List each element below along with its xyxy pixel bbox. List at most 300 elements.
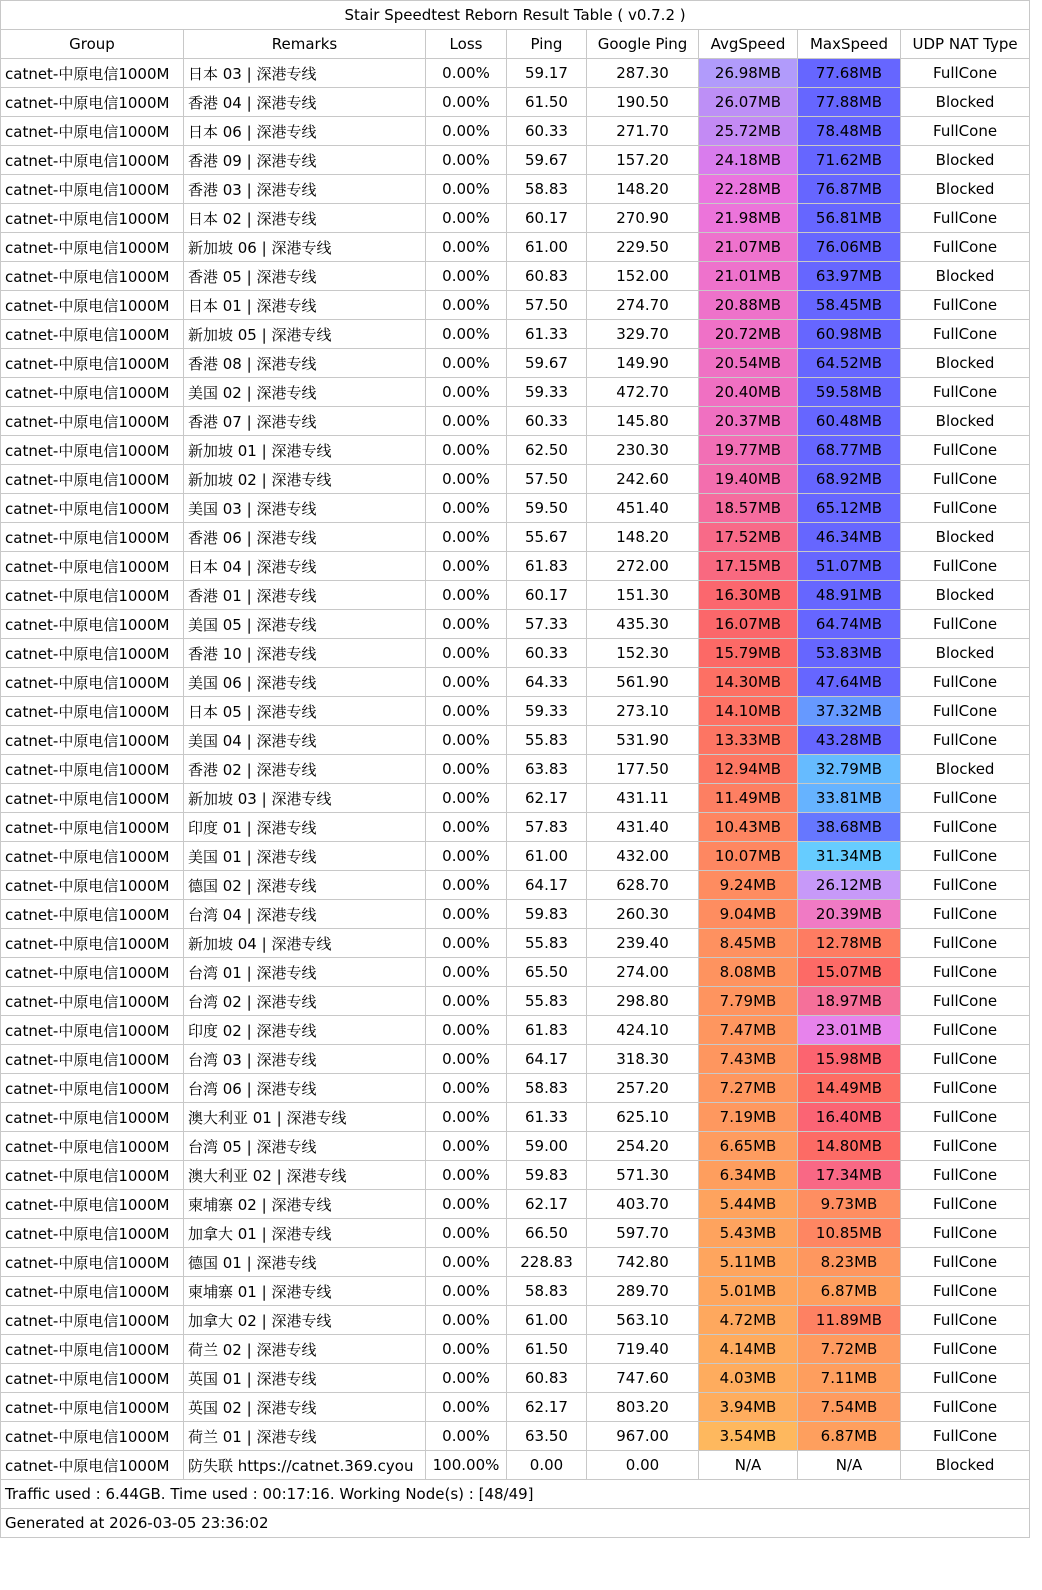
cell-max-speed: 65.12MB (798, 494, 901, 523)
table-row (1, 1074, 1030, 1103)
cell-group: catnet-中原电信1000M (1, 349, 184, 378)
cell-group: catnet-中原电信1000M (1, 436, 184, 465)
cell-ping: 64.17 (507, 871, 587, 900)
cell-udp-nat-type: FullCone (901, 668, 1030, 697)
cell-avg-speed: 7.43MB (699, 1045, 798, 1074)
cell-ping: 61.50 (507, 1335, 587, 1364)
table-row (1, 320, 1030, 349)
cell-group: catnet-中原电信1000M (1, 175, 184, 204)
cell-max-speed: 9.73MB (798, 1190, 901, 1219)
cell-udp-nat-type: FullCone (901, 291, 1030, 320)
cell-udp-nat-type: FullCone (901, 987, 1030, 1016)
cell-avg-speed: 25.72MB (699, 117, 798, 146)
cell-remarks: 香港 08 | 深港专线 (184, 349, 426, 378)
table-row (1, 958, 1030, 987)
cell-loss: 0.00% (426, 349, 507, 378)
cell-group: catnet-中原电信1000M (1, 1161, 184, 1190)
cell-udp-nat-type: FullCone (901, 958, 1030, 987)
cell-group: catnet-中原电信1000M (1, 697, 184, 726)
cell-google-ping: 432.00 (587, 842, 699, 871)
cell-loss: 0.00% (426, 1335, 507, 1364)
cell-avg-speed: 7.79MB (699, 987, 798, 1016)
cell-group: catnet-中原电信1000M (1, 59, 184, 88)
cell-google-ping: 403.70 (587, 1190, 699, 1219)
cell-google-ping: 260.30 (587, 900, 699, 929)
cell-loss: 0.00% (426, 1219, 507, 1248)
cell-remarks: 香港 03 | 深港专线 (184, 175, 426, 204)
cell-udp-nat-type: FullCone (901, 436, 1030, 465)
cell-ping: 55.83 (507, 726, 587, 755)
cell-google-ping: 272.00 (587, 552, 699, 581)
cell-ping: 55.67 (507, 523, 587, 552)
cell-udp-nat-type: FullCone (901, 1074, 1030, 1103)
cell-ping: 59.83 (507, 900, 587, 929)
cell-google-ping: 242.60 (587, 465, 699, 494)
cell-udp-nat-type: Blocked (901, 523, 1030, 552)
cell-udp-nat-type: FullCone (901, 1364, 1030, 1393)
table-row (1, 262, 1030, 291)
cell-loss: 0.00% (426, 1306, 507, 1335)
table-row (1, 581, 1030, 610)
generated-timestamp: Generated at 2026-03-05 23:36:02 (1, 1509, 1030, 1538)
cell-ping: 0.00 (507, 1451, 587, 1480)
cell-avg-speed: 19.40MB (699, 465, 798, 494)
cell-google-ping: 152.00 (587, 262, 699, 291)
cell-loss: 0.00% (426, 320, 507, 349)
cell-max-speed: 76.87MB (798, 175, 901, 204)
cell-avg-speed: 17.15MB (699, 552, 798, 581)
cell-group: catnet-中原电信1000M (1, 1335, 184, 1364)
cell-ping: 64.33 (507, 668, 587, 697)
cell-ping: 57.83 (507, 813, 587, 842)
cell-loss: 0.00% (426, 1074, 507, 1103)
cell-max-speed: 7.11MB (798, 1364, 901, 1393)
cell-max-speed: 15.07MB (798, 958, 901, 987)
cell-google-ping: 318.30 (587, 1045, 699, 1074)
table-row (1, 117, 1030, 146)
cell-google-ping: 287.30 (587, 59, 699, 88)
cell-max-speed: 33.81MB (798, 784, 901, 813)
cell-max-speed: 59.58MB (798, 378, 901, 407)
cell-group: catnet-中原电信1000M (1, 378, 184, 407)
cell-google-ping: 424.10 (587, 1016, 699, 1045)
cell-loss: 0.00% (426, 1103, 507, 1132)
cell-max-speed: 47.64MB (798, 668, 901, 697)
cell-avg-speed: 6.65MB (699, 1132, 798, 1161)
cell-avg-speed: 5.01MB (699, 1277, 798, 1306)
cell-loss: 0.00% (426, 262, 507, 291)
cell-ping: 61.33 (507, 1103, 587, 1132)
cell-avg-speed: 14.10MB (699, 697, 798, 726)
table-row (1, 755, 1030, 784)
cell-remarks: 台湾 05 | 深港专线 (184, 1132, 426, 1161)
cell-max-speed: 63.97MB (798, 262, 901, 291)
cell-group: catnet-中原电信1000M (1, 987, 184, 1016)
cell-max-speed: 14.49MB (798, 1074, 901, 1103)
cell-remarks: 日本 01 | 深港专线 (184, 291, 426, 320)
table-row (1, 871, 1030, 900)
cell-google-ping: 273.10 (587, 697, 699, 726)
table-row (1, 1277, 1030, 1306)
cell-remarks: 柬埔寨 01 | 深港专线 (184, 1277, 426, 1306)
table-row (1, 436, 1030, 465)
cell-google-ping: 145.80 (587, 407, 699, 436)
cell-ping: 63.50 (507, 1422, 587, 1451)
cell-remarks: 香港 09 | 深港专线 (184, 146, 426, 175)
cell-ping: 61.00 (507, 842, 587, 871)
cell-loss: 0.00% (426, 378, 507, 407)
cell-avg-speed: 7.47MB (699, 1016, 798, 1045)
table-row (1, 784, 1030, 813)
cell-remarks: 新加坡 01 | 深港专线 (184, 436, 426, 465)
cell-group: catnet-中原电信1000M (1, 233, 184, 262)
table-row (1, 1045, 1030, 1074)
cell-group: catnet-中原电信1000M (1, 88, 184, 117)
cell-google-ping: 239.40 (587, 929, 699, 958)
cell-google-ping: 472.70 (587, 378, 699, 407)
traffic-summary: Traffic used : 6.44GB. Time used : 00:17:16. Working Node(s) : [48/49] (1, 1480, 1030, 1509)
cell-google-ping: 531.90 (587, 726, 699, 755)
cell-udp-nat-type: FullCone (901, 1335, 1030, 1364)
cell-remarks: 印度 01 | 深港专线 (184, 813, 426, 842)
cell-group: catnet-中原电信1000M (1, 871, 184, 900)
table-row (1, 175, 1030, 204)
cell-max-speed: 48.91MB (798, 581, 901, 610)
cell-remarks: 美国 04 | 深港专线 (184, 726, 426, 755)
cell-avg-speed: 16.07MB (699, 610, 798, 639)
cell-udp-nat-type: FullCone (901, 900, 1030, 929)
table-row (1, 726, 1030, 755)
cell-remarks: 柬埔寨 02 | 深港专线 (184, 1190, 426, 1219)
cell-udp-nat-type: FullCone (901, 204, 1030, 233)
cell-remarks: 香港 06 | 深港专线 (184, 523, 426, 552)
table-row (1, 697, 1030, 726)
cell-remarks: 新加坡 06 | 深港专线 (184, 233, 426, 262)
cell-remarks: 日本 03 | 深港专线 (184, 59, 426, 88)
cell-remarks: 加拿大 01 | 深港专线 (184, 1219, 426, 1248)
cell-google-ping: 0.00 (587, 1451, 699, 1480)
cell-group: catnet-中原电信1000M (1, 291, 184, 320)
cell-remarks: 台湾 06 | 深港专线 (184, 1074, 426, 1103)
cell-google-ping: 151.30 (587, 581, 699, 610)
cell-avg-speed: 8.08MB (699, 958, 798, 987)
cell-udp-nat-type: FullCone (901, 842, 1030, 871)
cell-google-ping: 435.30 (587, 610, 699, 639)
cell-remarks: 台湾 02 | 深港专线 (184, 987, 426, 1016)
table-row (1, 929, 1030, 958)
cell-group: catnet-中原电信1000M (1, 755, 184, 784)
table-row (1, 1364, 1030, 1393)
cell-loss: 0.00% (426, 204, 507, 233)
cell-ping: 60.33 (507, 639, 587, 668)
cell-ping: 57.50 (507, 291, 587, 320)
cell-remarks: 澳大利亚 01 | 深港专线 (184, 1103, 426, 1132)
cell-avg-speed: 21.98MB (699, 204, 798, 233)
cell-avg-speed: 4.03MB (699, 1364, 798, 1393)
cell-max-speed: 78.48MB (798, 117, 901, 146)
header-remarks: Remarks (184, 30, 426, 59)
cell-remarks: 香港 01 | 深港专线 (184, 581, 426, 610)
cell-udp-nat-type: FullCone (901, 378, 1030, 407)
cell-udp-nat-type: FullCone (901, 610, 1030, 639)
cell-loss: 0.00% (426, 1248, 507, 1277)
cell-udp-nat-type: FullCone (901, 494, 1030, 523)
cell-google-ping: 431.40 (587, 813, 699, 842)
cell-remarks: 台湾 03 | 深港专线 (184, 1045, 426, 1074)
cell-ping: 62.50 (507, 436, 587, 465)
cell-ping: 59.17 (507, 59, 587, 88)
cell-google-ping: 230.30 (587, 436, 699, 465)
cell-avg-speed: 16.30MB (699, 581, 798, 610)
table-row (1, 378, 1030, 407)
cell-loss: 0.00% (426, 668, 507, 697)
cell-loss: 0.00% (426, 755, 507, 784)
cell-ping: 59.33 (507, 697, 587, 726)
cell-loss: 0.00% (426, 900, 507, 929)
cell-max-speed: 60.98MB (798, 320, 901, 349)
cell-group: catnet-中原电信1000M (1, 320, 184, 349)
cell-udp-nat-type: FullCone (901, 1103, 1030, 1132)
table-row (1, 987, 1030, 1016)
cell-avg-speed: 20.40MB (699, 378, 798, 407)
table-row (1, 1451, 1030, 1480)
cell-remarks: 新加坡 05 | 深港专线 (184, 320, 426, 349)
cell-ping: 59.67 (507, 146, 587, 175)
cell-loss: 0.00% (426, 639, 507, 668)
cell-group: catnet-中原电信1000M (1, 639, 184, 668)
cell-ping: 66.50 (507, 1219, 587, 1248)
cell-ping: 58.83 (507, 1277, 587, 1306)
cell-udp-nat-type: FullCone (901, 1190, 1030, 1219)
cell-max-speed: 68.77MB (798, 436, 901, 465)
cell-avg-speed: 6.34MB (699, 1161, 798, 1190)
cell-avg-speed: 3.94MB (699, 1393, 798, 1422)
cell-group: catnet-中原电信1000M (1, 1393, 184, 1422)
cell-ping: 59.00 (507, 1132, 587, 1161)
cell-udp-nat-type: Blocked (901, 175, 1030, 204)
table-row (1, 291, 1030, 320)
cell-max-speed: 6.87MB (798, 1277, 901, 1306)
table-row (1, 1016, 1030, 1045)
cell-google-ping: 274.00 (587, 958, 699, 987)
cell-google-ping: 229.50 (587, 233, 699, 262)
table-row (1, 1132, 1030, 1161)
cell-max-speed: 76.06MB (798, 233, 901, 262)
cell-loss: 0.00% (426, 117, 507, 146)
cell-group: catnet-中原电信1000M (1, 1190, 184, 1219)
table-row (1, 813, 1030, 842)
cell-group: catnet-中原电信1000M (1, 842, 184, 871)
cell-avg-speed: N/A (699, 1451, 798, 1480)
cell-avg-speed: 5.44MB (699, 1190, 798, 1219)
table-row (1, 465, 1030, 494)
cell-ping: 60.83 (507, 262, 587, 291)
cell-udp-nat-type: FullCone (901, 1219, 1030, 1248)
cell-max-speed: N/A (798, 1451, 901, 1480)
cell-remarks: 日本 02 | 深港专线 (184, 204, 426, 233)
table-row (1, 204, 1030, 233)
cell-loss: 0.00% (426, 465, 507, 494)
cell-google-ping: 274.70 (587, 291, 699, 320)
cell-google-ping: 257.20 (587, 1074, 699, 1103)
cell-udp-nat-type: FullCone (901, 1161, 1030, 1190)
table-row (1, 1161, 1030, 1190)
cell-loss: 0.00% (426, 871, 507, 900)
cell-google-ping: 254.20 (587, 1132, 699, 1161)
cell-udp-nat-type: FullCone (901, 1306, 1030, 1335)
cell-remarks: 荷兰 02 | 深港专线 (184, 1335, 426, 1364)
cell-remarks: 美国 02 | 深港专线 (184, 378, 426, 407)
cell-avg-speed: 21.01MB (699, 262, 798, 291)
cell-avg-speed: 26.98MB (699, 59, 798, 88)
cell-avg-speed: 7.27MB (699, 1074, 798, 1103)
cell-udp-nat-type: FullCone (901, 1016, 1030, 1045)
cell-google-ping: 149.90 (587, 349, 699, 378)
cell-max-speed: 12.78MB (798, 929, 901, 958)
cell-remarks: 美国 05 | 深港专线 (184, 610, 426, 639)
cell-loss: 0.00% (426, 929, 507, 958)
cell-avg-speed: 4.14MB (699, 1335, 798, 1364)
cell-google-ping: 431.11 (587, 784, 699, 813)
cell-loss: 0.00% (426, 88, 507, 117)
cell-group: catnet-中原电信1000M (1, 610, 184, 639)
cell-udp-nat-type: FullCone (901, 59, 1030, 88)
cell-loss: 0.00% (426, 610, 507, 639)
cell-udp-nat-type: Blocked (901, 146, 1030, 175)
cell-loss: 0.00% (426, 958, 507, 987)
cell-remarks: 日本 05 | 深港专线 (184, 697, 426, 726)
cell-max-speed: 20.39MB (798, 900, 901, 929)
cell-remarks: 印度 02 | 深港专线 (184, 1016, 426, 1045)
cell-group: catnet-中原电信1000M (1, 146, 184, 175)
cell-group: catnet-中原电信1000M (1, 1132, 184, 1161)
cell-udp-nat-type: FullCone (901, 465, 1030, 494)
cell-google-ping: 271.70 (587, 117, 699, 146)
cell-google-ping: 571.30 (587, 1161, 699, 1190)
cell-loss: 0.00% (426, 581, 507, 610)
cell-max-speed: 6.87MB (798, 1422, 901, 1451)
cell-ping: 59.83 (507, 1161, 587, 1190)
cell-remarks: 澳大利亚 02 | 深港专线 (184, 1161, 426, 1190)
header-row (1, 30, 1030, 59)
cell-max-speed: 68.92MB (798, 465, 901, 494)
cell-ping: 57.33 (507, 610, 587, 639)
cell-loss: 0.00% (426, 1016, 507, 1045)
cell-udp-nat-type: FullCone (901, 1422, 1030, 1451)
table-row (1, 842, 1030, 871)
cell-group: catnet-中原电信1000M (1, 1248, 184, 1277)
cell-loss: 0.00% (426, 175, 507, 204)
cell-avg-speed: 21.07MB (699, 233, 798, 262)
cell-ping: 61.50 (507, 88, 587, 117)
cell-max-speed: 71.62MB (798, 146, 901, 175)
cell-max-speed: 18.97MB (798, 987, 901, 1016)
cell-avg-speed: 10.43MB (699, 813, 798, 842)
table-row (1, 1335, 1030, 1364)
cell-group: catnet-中原电信1000M (1, 581, 184, 610)
cell-avg-speed: 17.52MB (699, 523, 798, 552)
cell-udp-nat-type: Blocked (901, 581, 1030, 610)
cell-ping: 60.83 (507, 1364, 587, 1393)
cell-google-ping: 270.90 (587, 204, 699, 233)
cell-loss: 0.00% (426, 552, 507, 581)
cell-udp-nat-type: FullCone (901, 117, 1030, 146)
cell-udp-nat-type: FullCone (901, 1277, 1030, 1306)
header-loss: Loss (426, 30, 507, 59)
header-google-ping: Google Ping (587, 30, 699, 59)
cell-ping: 60.33 (507, 117, 587, 146)
cell-avg-speed: 9.24MB (699, 871, 798, 900)
cell-max-speed: 10.85MB (798, 1219, 901, 1248)
cell-google-ping: 967.00 (587, 1422, 699, 1451)
cell-loss: 0.00% (426, 784, 507, 813)
cell-group: catnet-中原电信1000M (1, 1364, 184, 1393)
cell-loss: 0.00% (426, 726, 507, 755)
table-row (1, 494, 1030, 523)
cell-max-speed: 15.98MB (798, 1045, 901, 1074)
cell-max-speed: 46.34MB (798, 523, 901, 552)
cell-remarks: 荷兰 01 | 深港专线 (184, 1422, 426, 1451)
cell-google-ping: 747.60 (587, 1364, 699, 1393)
cell-ping: 60.33 (507, 407, 587, 436)
cell-remarks: 新加坡 03 | 深港专线 (184, 784, 426, 813)
cell-avg-speed: 11.49MB (699, 784, 798, 813)
cell-google-ping: 148.20 (587, 523, 699, 552)
cell-loss: 0.00% (426, 1045, 507, 1074)
cell-loss: 0.00% (426, 523, 507, 552)
cell-remarks: 德国 02 | 深港专线 (184, 871, 426, 900)
cell-max-speed: 23.01MB (798, 1016, 901, 1045)
header-avg-speed: AvgSpeed (699, 30, 798, 59)
header-udp-nat-type: UDP NAT Type (901, 30, 1030, 59)
cell-max-speed: 53.83MB (798, 639, 901, 668)
cell-google-ping: 563.10 (587, 1306, 699, 1335)
cell-remarks: 香港 05 | 深港专线 (184, 262, 426, 291)
cell-loss: 0.00% (426, 1393, 507, 1422)
cell-loss: 0.00% (426, 987, 507, 1016)
cell-udp-nat-type: Blocked (901, 755, 1030, 784)
cell-avg-speed: 19.77MB (699, 436, 798, 465)
cell-max-speed: 58.45MB (798, 291, 901, 320)
cell-udp-nat-type: FullCone (901, 813, 1030, 842)
cell-avg-speed: 9.04MB (699, 900, 798, 929)
cell-group: catnet-中原电信1000M (1, 1219, 184, 1248)
cell-google-ping: 177.50 (587, 755, 699, 784)
cell-avg-speed: 7.19MB (699, 1103, 798, 1132)
cell-group: catnet-中原电信1000M (1, 204, 184, 233)
cell-ping: 55.83 (507, 987, 587, 1016)
cell-ping: 62.17 (507, 784, 587, 813)
cell-google-ping: 152.30 (587, 639, 699, 668)
cell-group: catnet-中原电信1000M (1, 523, 184, 552)
cell-ping: 65.50 (507, 958, 587, 987)
cell-udp-nat-type: FullCone (901, 784, 1030, 813)
cell-google-ping: 803.20 (587, 1393, 699, 1422)
cell-group: catnet-中原电信1000M (1, 262, 184, 291)
cell-udp-nat-type: FullCone (901, 1248, 1030, 1277)
cell-max-speed: 7.72MB (798, 1335, 901, 1364)
table-row (1, 349, 1030, 378)
cell-loss: 0.00% (426, 146, 507, 175)
cell-google-ping: 451.40 (587, 494, 699, 523)
cell-max-speed: 64.74MB (798, 610, 901, 639)
cell-loss: 0.00% (426, 1161, 507, 1190)
cell-group: catnet-中原电信1000M (1, 1422, 184, 1451)
cell-ping: 62.17 (507, 1393, 587, 1422)
cell-max-speed: 51.07MB (798, 552, 901, 581)
cell-avg-speed: 26.07MB (699, 88, 798, 117)
table-row (1, 1248, 1030, 1277)
